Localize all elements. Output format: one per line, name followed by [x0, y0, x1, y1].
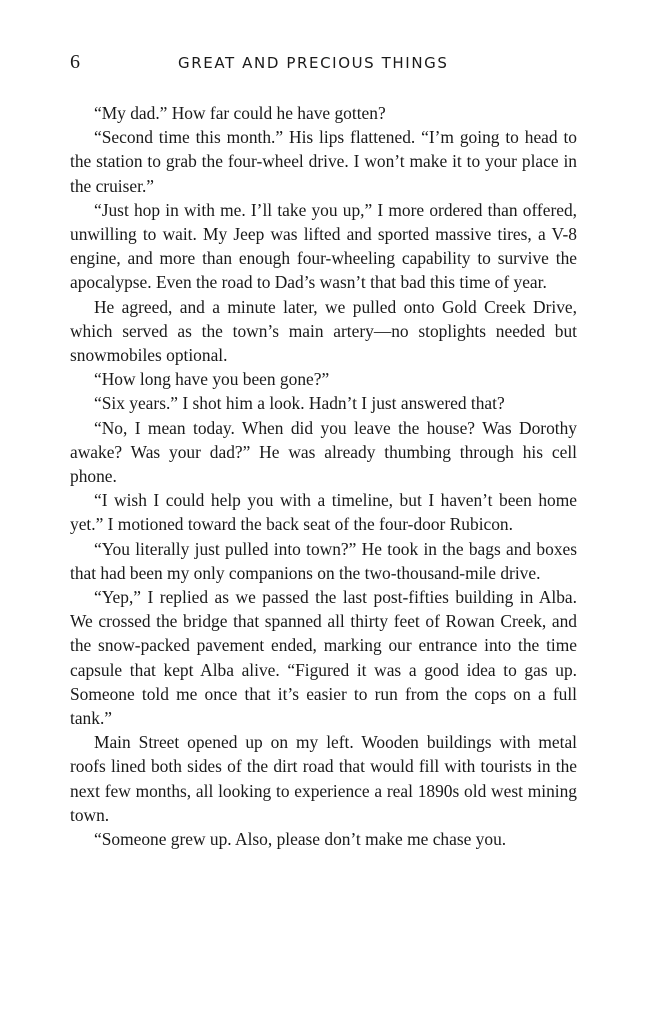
paragraph: “Six years.” I shot him a look. Hadn’t I just answered that? — [94, 393, 505, 414]
paragraph: “Someone grew up. Also, please don’t make me chase you. — [94, 829, 507, 850]
paragraph: “No, I mean today. When did you leave the house? Was Dorothy awake? Was your dad?” He was already thumbing through his cell phone. — [70, 417, 577, 487]
paragraph: “How long have you been gone?” — [94, 369, 330, 390]
paragraph: “I wish I could help you with a timeline, but I haven’t been home yet.” I motioned toward the back seat of the four-door Rubicon. — [70, 490, 577, 535]
book-title: GREAT AND PRECIOUS THINGS — [178, 54, 449, 72]
paragraph: He agreed, and a minute later, we pulled onto Gold Creek Drive, which served as the town’s main artery—no stoplights needed but snowmobiles optional. — [70, 296, 577, 366]
paragraph: “Yep,” I replied as we passed the last post-fifties building in Alba. We crossed the bridge that spanned all thirty feet of Rowan Creek, and the snow-packed pavement ended, marking our entrance into the time capsule that kept Alba alive. “Figured it was a good idea to gas up. Someone told me once that it’s easier to run from the cops on a full tank.” — [70, 587, 577, 729]
paragraph: “Just hop in with me. I’ll take you up,” I more ordered than offered, unwilling to wait. My Jeep was lifted and sported massive tires, a V-8 engine, and more than enough four-wheeling capability to survive the apocalypse. Even the road to Dad’s wasn’t that bad this time of year. — [70, 199, 577, 293]
paragraph: “My dad.” How far could he have gotten? — [94, 103, 386, 123]
paragraph: Main Street opened up on my left. Wooden buildings with metal roofs lined both sides of the dirt road that would fill with tourists in the next few months, all looking to experience a real 1890s old west mining town. — [70, 732, 577, 825]
page-number: 6 — [70, 51, 80, 73]
running-head — [70, 48, 580, 76]
body-text — [70, 101, 577, 851]
paragraph: “You literally just pulled into town?” He took in the bags and boxes that had been my only companions on the two-thousand-mile drive. — [70, 538, 577, 583]
paragraph: “Second time this month.” His lips flattened. “I’m going to head to the station to grab the four-wheel drive. I won’t make it to your place in the cruiser.” — [70, 127, 577, 196]
